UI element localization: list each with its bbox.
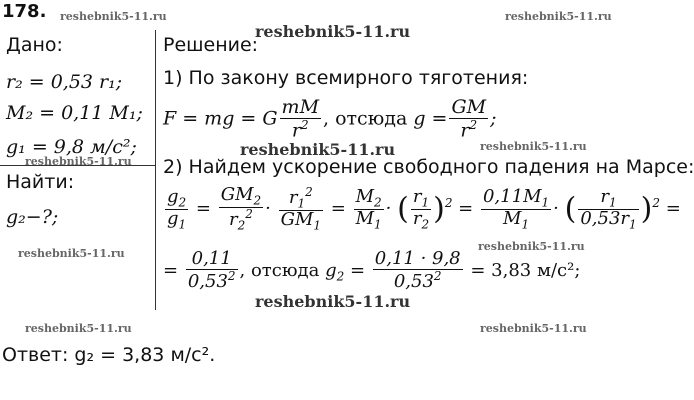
watermark: reshebnik5-11.ru xyxy=(25,322,132,335)
step1-text: 1) По закону всемирного тяготения: xyxy=(163,67,529,89)
watermark: reshebnik5-11.ru xyxy=(18,247,125,260)
problem-number: 178. xyxy=(2,1,47,22)
formula-gravity: F = mg = G $\frac{mM}{r^2}$ , отсюда g = $\frac{GM}{r^2}$ ; xyxy=(163,96,497,142)
solution-heading: Решение: xyxy=(163,34,259,56)
divider-vertical xyxy=(155,30,156,310)
formula-ratio: $\frac{g_2}{g_1}$ = $\frac{GM_2}{r_2^2}$ · $\frac{r_1^2}{GM_1}$ = $\frac{M_2}{M_1}$ · ( $\frac{r_1}{r_2}$ )$^2$ = $\frac{0,11M_1}{M_1}$ · ( $\frac{r_1}{0,53r_1}$ )$^2$ = xyxy=(167,184,681,233)
given-line-r2: r₂ = 0,53 r₁; xyxy=(6,71,123,93)
watermark: reshebnik5-11.ru xyxy=(255,292,411,311)
watermark: reshebnik5-11.ru xyxy=(505,10,612,23)
given-line-m2: M₂ = 0,11 M₁; xyxy=(6,102,143,124)
watermark: reshebnik5-11.ru xyxy=(60,10,167,23)
step2-text: 2) Найдем ускорение свободного падения на Марсе: xyxy=(163,156,694,178)
divider-horizontal xyxy=(0,165,155,166)
watermark: reshebnik5-11.ru xyxy=(255,22,411,41)
answer-line: Ответ: g₂ = 3,83 м/с². xyxy=(2,344,216,366)
watermark: reshebnik5-11.ru xyxy=(480,140,587,153)
formula-result: = $\frac{0,11}{0,53^2}$ , отсюда $g_2$ = $\frac{0,11 \cdot 9,8}{0,53^2}$ = 3,83 м/с²; xyxy=(163,248,581,292)
watermark: reshebnik5-11.ru xyxy=(480,322,587,335)
given-line-g1: g₁ = 9,8 м/с²; xyxy=(6,136,137,158)
find-heading: Найти: xyxy=(6,171,75,193)
watermark: reshebnik5-11.ru xyxy=(478,240,585,253)
given-heading: Дано: xyxy=(6,34,63,56)
watermark: reshebnik5-11.ru xyxy=(240,140,396,159)
find-line-g2: g₂−?; xyxy=(6,206,59,228)
watermark: reshebnik5-11.ru xyxy=(25,155,132,168)
